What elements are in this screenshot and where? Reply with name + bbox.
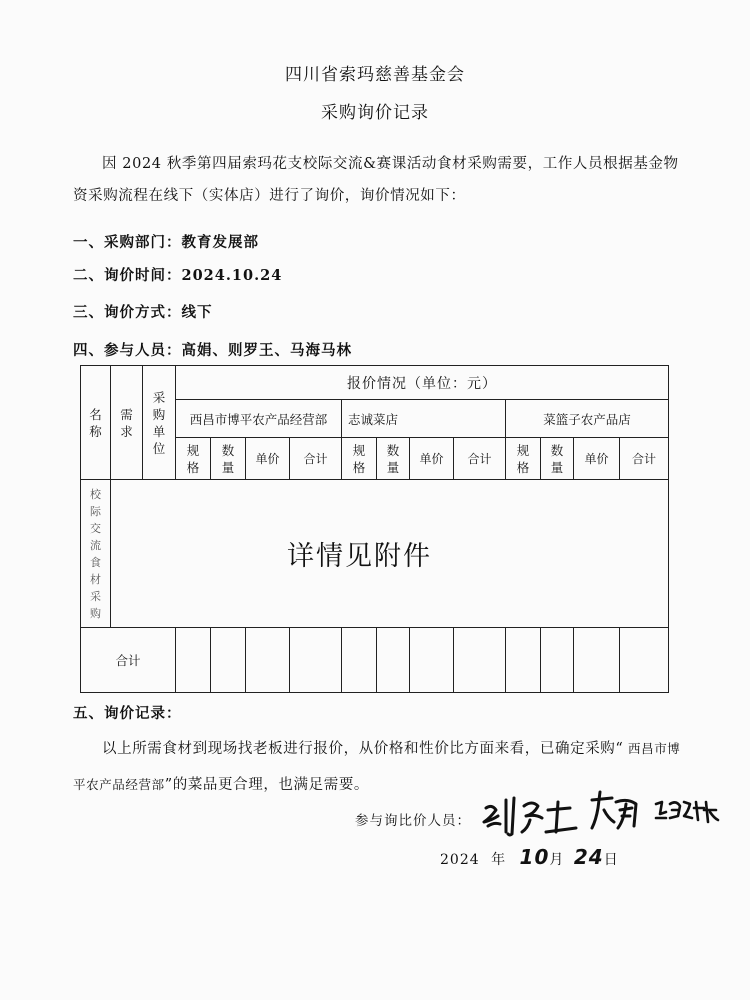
- signature-gaojuan: [588, 788, 648, 836]
- sub-spec-3-text: 规格: [516, 442, 530, 475]
- col-unit-header: [143, 366, 176, 480]
- date-year: 2024: [440, 852, 480, 868]
- time-line: [73, 264, 282, 285]
- total-cell: [290, 628, 342, 693]
- col-demand-text: 需求: [120, 406, 133, 439]
- people-line: [73, 339, 352, 360]
- method-line: [73, 301, 213, 322]
- sub-price-1: 单价: [246, 438, 290, 480]
- time-label: 二、询价时间：: [73, 267, 182, 284]
- people-label: 四、参与人员：: [73, 342, 182, 359]
- total-cell: [506, 628, 541, 693]
- participants-label: 参与询比价人员：: [355, 813, 471, 829]
- date-day: 24: [573, 845, 604, 869]
- quote-table: [80, 365, 669, 693]
- time-value: 2024.10.24: [181, 267, 283, 284]
- sub-spec-3: [506, 438, 541, 480]
- total-cell: [176, 628, 211, 693]
- intro-paragraph: 因 2024 秋季第四届索玛花支校际交流&赛课活动食材采购需要，工作人员根据基金物资采购流程在线下（实体店）进行了询价，询价情况如下：: [73, 156, 679, 204]
- col-demand-header: [111, 366, 143, 480]
- quote-header: 报价情况（单位：元）: [176, 366, 669, 400]
- sub-spec-2-text: 规格: [352, 442, 366, 475]
- total-cell: [620, 628, 669, 693]
- total-cell: [574, 628, 620, 693]
- sub-qty-2: [377, 438, 410, 480]
- sub-qty-1-text: 数量: [221, 442, 235, 475]
- signature-zeluowang: [478, 792, 588, 838]
- method-label: 三、询价方式：: [73, 304, 182, 321]
- total-cell: [211, 628, 246, 693]
- total-cell: [246, 628, 290, 693]
- sub-qty-3-text: 数量: [550, 442, 564, 475]
- record-text-after: ”的菜品更合理，也满足需要。: [164, 777, 370, 793]
- sub-spec-1: [176, 438, 211, 480]
- dept-line: [73, 231, 259, 252]
- detail-note: 详情见附件: [287, 541, 433, 572]
- sub-price-2: 单价: [410, 438, 454, 480]
- total-cell: [541, 628, 574, 693]
- sub-spec-1-text: 规格: [186, 442, 200, 475]
- shop-header-2: 志诚菜店: [342, 400, 506, 438]
- row-item-name-text: 校际交流食材采购: [90, 487, 101, 620]
- sub-qty-2-text: 数量: [386, 442, 400, 475]
- dept-value: 教育发展部: [181, 234, 259, 251]
- org-name: 四川省索玛慈善基金会: [285, 65, 465, 85]
- row-item-name: [81, 480, 111, 628]
- date-day-unit: 日: [603, 852, 619, 868]
- record-label: 五、询价记录：: [73, 705, 182, 722]
- dept-label: 一、采购部门：: [73, 234, 182, 251]
- shop-header-1: 西昌市博平农产品经营部: [176, 400, 342, 438]
- signature-mahaimalin: [652, 796, 722, 828]
- record-text-before: 以上所需食材到现场找老板进行报价，从价格和性价比方面来看，已确定采购“: [102, 741, 624, 757]
- detail-note-cell: [111, 480, 669, 628]
- record-chosen-shop: 西昌市博平农产品经营部: [73, 741, 681, 792]
- date-month-unit: 月: [549, 852, 565, 868]
- sub-total-2: 合计: [454, 438, 506, 480]
- col-name-text: 名称: [89, 406, 102, 439]
- col-name-header: [81, 366, 111, 480]
- sub-qty-1: [211, 438, 246, 480]
- total-cell: [342, 628, 377, 693]
- shop-header-3: 菜篮子农产品店: [506, 400, 669, 438]
- sub-total-3: 合计: [620, 438, 669, 480]
- col-unit-text: 采购单位: [152, 389, 166, 456]
- date-line: [440, 845, 619, 869]
- total-label: 合计: [81, 628, 176, 693]
- sub-qty-3: [541, 438, 574, 480]
- total-cell: [377, 628, 410, 693]
- doc-title: 采购询价记录: [321, 103, 429, 123]
- sub-total-1: 合计: [290, 438, 342, 480]
- people-value: 高娟、则罗王、马海马林: [181, 342, 352, 359]
- date-month: 10: [519, 845, 550, 869]
- total-cell: [454, 628, 506, 693]
- method-value: 线下: [181, 304, 213, 321]
- date-year-unit: 年: [491, 852, 507, 868]
- sub-spec-2: [342, 438, 377, 480]
- total-cell: [410, 628, 454, 693]
- sub-price-3: 单价: [574, 438, 620, 480]
